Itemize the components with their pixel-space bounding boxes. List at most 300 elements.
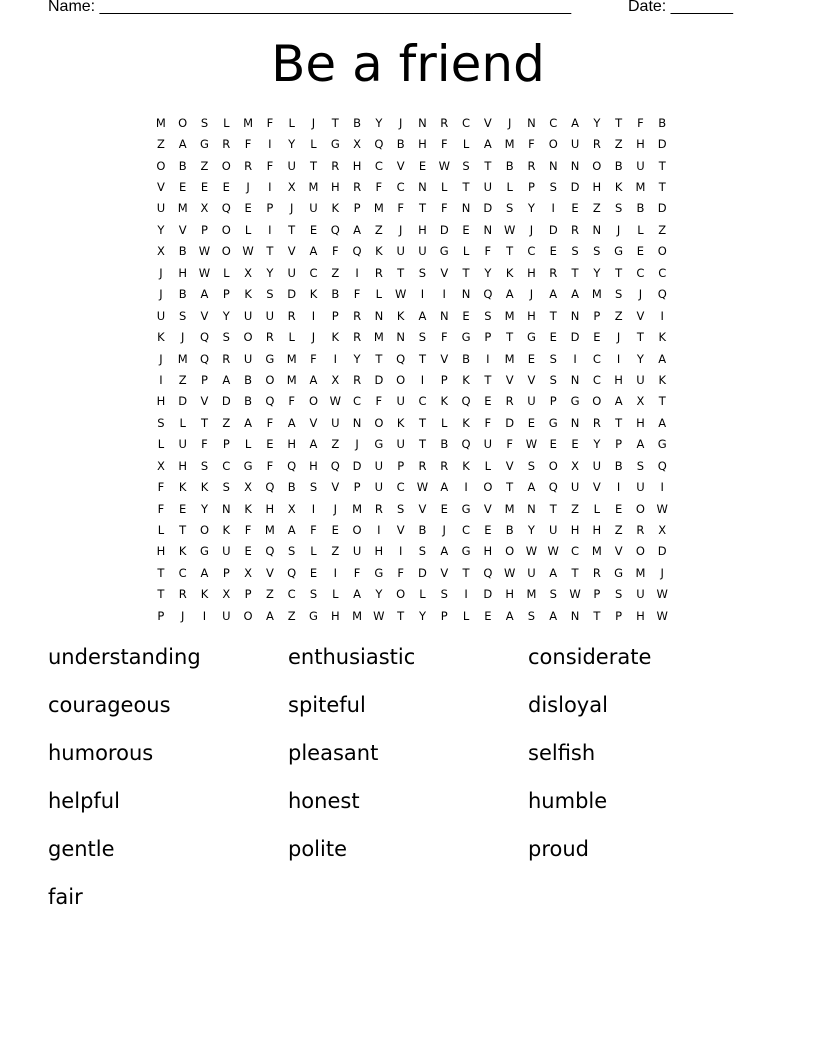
grid-cell: H: [418, 222, 427, 237]
grid-cell: H: [156, 544, 166, 559]
grid-cell: O: [221, 222, 231, 237]
grid-cell: J: [159, 265, 163, 280]
grid-cell: S: [462, 158, 470, 173]
grid-cell: X: [636, 394, 645, 409]
grid-cell: Q: [657, 458, 667, 473]
grid-cell: H: [614, 372, 623, 387]
grid-cell: E: [549, 244, 557, 259]
date-label: Date:: [628, 0, 667, 15]
grid-cell: A: [287, 415, 296, 430]
grid-cell: J: [159, 351, 163, 366]
grid-cell: E: [222, 180, 230, 195]
grid-cell: K: [244, 501, 252, 516]
grid-cell: A: [222, 372, 231, 387]
grid-cell: N: [527, 501, 536, 516]
grid-cell: A: [505, 287, 514, 302]
grid-cell: M: [526, 587, 537, 602]
grid-cell: J: [180, 608, 185, 623]
grid-cell: K: [157, 330, 165, 345]
grid-cell: P: [593, 308, 601, 323]
grid-cell: A: [178, 137, 187, 152]
grid-cell: I: [616, 351, 621, 366]
grid-cell: B: [440, 437, 449, 452]
grid-cell: W: [394, 287, 407, 302]
grid-cell: I: [660, 480, 664, 495]
grid-cell: P: [353, 201, 361, 216]
grid-row: [150, 284, 673, 305]
grid-cell: T: [506, 480, 514, 495]
grid-cell: N: [570, 158, 580, 173]
grid-cell: S: [549, 351, 557, 366]
grid-cell: J: [529, 222, 534, 237]
grid-cell: O: [178, 115, 188, 130]
grid-cell: S: [222, 330, 230, 345]
grid-cell: H: [330, 180, 340, 195]
grid-cell: U: [287, 158, 296, 173]
grid-cell: V: [592, 480, 601, 495]
grid-cell: L: [310, 544, 317, 559]
grid-cell: L: [462, 244, 470, 259]
grid-cell: M: [177, 351, 188, 366]
grid-cell: M: [591, 287, 602, 302]
grid-cell: M: [373, 201, 384, 216]
grid-cell: U: [265, 308, 275, 323]
grid-cell: A: [200, 287, 209, 302]
grid-cell: M: [373, 330, 384, 345]
grid-cell: E: [440, 501, 448, 516]
grid-cell: U: [636, 372, 645, 387]
word-item: honest: [288, 789, 360, 813]
grid-cell: H: [527, 265, 536, 280]
grid-cell: K: [222, 523, 231, 538]
grid-cell: M: [504, 351, 515, 366]
grid-cell: N: [352, 415, 362, 430]
grid-cell: S: [418, 265, 427, 280]
page-title: Be a friend: [271, 35, 545, 93]
grid-cell: C: [571, 544, 580, 559]
grid-cell: Y: [418, 608, 426, 623]
grid-cell: M: [635, 180, 646, 195]
grid-cell: M: [308, 180, 319, 195]
grid-cell: R: [353, 308, 362, 323]
grid-cell: P: [157, 608, 165, 623]
grid-cell: Q: [657, 287, 667, 302]
word-item: courageous: [48, 693, 171, 717]
grid-cell: Q: [461, 394, 471, 409]
grid-cell: N: [418, 180, 427, 195]
grid-cell: O: [548, 458, 558, 473]
grid-cell: P: [593, 587, 601, 602]
grid-cell: D: [505, 415, 515, 430]
grid-cell: F: [288, 394, 295, 409]
grid-cell: N: [374, 308, 384, 323]
grid-cell: O: [635, 544, 645, 559]
grid-cell: N: [396, 330, 405, 345]
grid-cell: F: [310, 351, 317, 366]
grid-cell: N: [592, 222, 602, 237]
grid-cell: B: [287, 480, 296, 495]
grid-cell: R: [287, 308, 296, 323]
grid-cell: Y: [157, 222, 165, 237]
grid-cell: X: [571, 458, 579, 473]
grid-cell: T: [571, 565, 579, 580]
grid-cell: F: [484, 415, 492, 430]
grid-cell: Q: [374, 137, 384, 152]
grid-cell: U: [636, 480, 645, 495]
word-item: humorous: [48, 741, 154, 765]
grid-cell: K: [440, 394, 449, 409]
grid-cell: W: [438, 158, 450, 173]
grid-cell: H: [570, 523, 580, 538]
grid-cell: T: [506, 244, 514, 259]
grid-cell: J: [398, 115, 403, 130]
grid-cell: T: [418, 437, 426, 452]
grid-cell: Q: [330, 458, 340, 473]
grid-cell: H: [178, 265, 188, 280]
grid-cell: P: [549, 394, 557, 409]
grid-cell: V: [265, 565, 274, 580]
grid-cell: Z: [592, 201, 601, 216]
header-line: [48, 0, 748, 20]
grid-cell: X: [244, 265, 253, 280]
grid-cell: D: [287, 287, 297, 302]
grid-cell: V: [614, 544, 623, 559]
grid-cell: H: [330, 608, 340, 623]
grid-row: [150, 155, 673, 176]
grid-cell: G: [614, 244, 624, 259]
grid-cell: J: [180, 330, 185, 345]
grid-cell: J: [638, 287, 643, 302]
grid-cell: U: [570, 137, 580, 152]
grid-row: [150, 241, 673, 262]
grid-cell: Z: [374, 222, 383, 237]
grid-cell: H: [592, 180, 602, 195]
grid-cell: H: [418, 137, 427, 152]
grid-cell: E: [614, 501, 623, 516]
grid-row: [150, 455, 673, 476]
grid-cell: C: [222, 458, 231, 473]
grid-cell: N: [570, 372, 580, 387]
grid-cell: Z: [614, 523, 623, 538]
grid-cell: O: [396, 372, 406, 387]
grid-cell: R: [222, 351, 231, 366]
grid-cell: I: [311, 501, 316, 516]
grid-cell: W: [503, 565, 516, 580]
grid-cell: D: [439, 222, 449, 237]
grid-cell: S: [593, 244, 601, 259]
grid-cell: H: [287, 437, 296, 452]
grid-cell: I: [420, 372, 425, 387]
grid-cell: T: [375, 351, 383, 366]
grid-row: [150, 369, 673, 390]
grid-cell: S: [549, 587, 557, 602]
grid-cell: M: [591, 544, 602, 559]
grid-cell: O: [308, 394, 318, 409]
grid-row: [150, 562, 673, 583]
grid-cell: J: [442, 523, 446, 538]
grid-cell: W: [547, 544, 559, 559]
grid-cell: N: [570, 608, 580, 623]
grid-cell: E: [244, 544, 252, 559]
grid-cell: T: [484, 372, 492, 387]
grid-cell: E: [179, 180, 187, 195]
grid-cell: D: [352, 458, 362, 473]
grid-cell: R: [549, 265, 558, 280]
grid-cell: Q: [265, 544, 275, 559]
grid-cell: H: [592, 523, 602, 538]
grid-cell: R: [331, 158, 340, 173]
grid-cell: D: [483, 587, 493, 602]
grid-cell: Z: [287, 608, 296, 623]
grid-cell: J: [660, 565, 664, 580]
grid-cell: B: [244, 372, 253, 387]
grid-cell: E: [593, 330, 601, 345]
grid-cell: T: [331, 115, 339, 130]
grid-cell: Q: [352, 244, 362, 259]
grid-cell: M: [352, 608, 363, 623]
grid-cell: E: [179, 501, 187, 516]
grid-cell: B: [418, 523, 427, 538]
grid-cell: E: [549, 330, 557, 345]
grid-cell: R: [636, 523, 645, 538]
grid-cell: H: [636, 137, 645, 152]
grid-cell: K: [614, 180, 623, 195]
grid-cell: P: [615, 608, 623, 623]
grid-cell: L: [157, 523, 165, 538]
grid-cell: Y: [484, 265, 492, 280]
grid-cell: R: [353, 372, 362, 387]
grid-cell: M: [177, 201, 188, 216]
grid-cell: M: [504, 137, 515, 152]
grid-cell: K: [331, 201, 340, 216]
grid-cell: S: [549, 180, 557, 195]
grid-cell: U: [331, 415, 340, 430]
grid-cell: A: [353, 587, 361, 602]
grid-cell: F: [331, 244, 339, 259]
grid-cell: O: [657, 244, 667, 259]
grid-cell: H: [352, 158, 362, 173]
grid-cell: I: [464, 480, 468, 495]
grid-cell: N: [221, 501, 231, 516]
grid-cell: Z: [178, 372, 187, 387]
grid-cell: Z: [658, 222, 667, 237]
grid-cell: A: [549, 608, 558, 623]
grid-cell: S: [527, 608, 536, 623]
grid-cell: U: [636, 587, 645, 602]
grid-cell: X: [200, 201, 209, 216]
grid-cell: F: [201, 437, 208, 452]
grid-cell: S: [397, 501, 405, 516]
grid-row: [150, 412, 673, 433]
word-item: pleasant: [288, 741, 379, 765]
grid-cell: D: [570, 180, 580, 195]
grid-cell: W: [525, 544, 538, 559]
grid-cell: G: [526, 330, 536, 345]
grid-cell: S: [614, 287, 623, 302]
grid-cell: H: [265, 501, 275, 516]
grid-cell: R: [571, 222, 580, 237]
grid-cell: F: [266, 458, 274, 473]
grid-cell: H: [527, 308, 536, 323]
grid-cell: C: [658, 265, 667, 280]
grid-cell: N: [570, 415, 580, 430]
grid-row: [150, 262, 673, 283]
grid-cell: T: [549, 308, 557, 323]
grid-cell: T: [615, 115, 623, 130]
grid-cell: M: [155, 115, 166, 130]
grid-cell: T: [397, 608, 405, 623]
grid-cell: J: [616, 330, 621, 345]
grid-cell: C: [636, 265, 645, 280]
word-item: understanding: [48, 645, 201, 669]
grid-cell: G: [265, 351, 275, 366]
grid-cell: B: [178, 244, 187, 259]
grid-cell: U: [396, 244, 405, 259]
grid-cell: K: [658, 330, 666, 345]
grid-cell: P: [331, 308, 339, 323]
word-item: spiteful: [288, 693, 366, 717]
grid-row: [150, 198, 673, 219]
grid-cell: K: [331, 330, 340, 345]
grid-cell: M: [243, 115, 254, 130]
word-item: helpful: [48, 789, 120, 813]
grid-cell: G: [461, 501, 471, 516]
grid-cell: L: [637, 222, 644, 237]
grid-cell: F: [440, 201, 448, 216]
grid-cell: X: [156, 458, 165, 473]
grid-cell: R: [505, 394, 514, 409]
grid-cell: Z: [571, 501, 579, 516]
grid-cell: S: [440, 587, 448, 602]
grid-cell: U: [287, 265, 296, 280]
grid-cell: O: [505, 544, 515, 559]
grid-cell: S: [200, 115, 209, 130]
grid-cell: C: [396, 180, 405, 195]
grid-cell: T: [593, 608, 601, 623]
grid-cell: J: [246, 180, 250, 195]
grid-cell: X: [287, 501, 296, 516]
grid-cell: Z: [614, 137, 623, 152]
grid-cell: Q: [548, 480, 558, 495]
grid-cell: V: [636, 308, 645, 323]
grid-cell: T: [462, 265, 470, 280]
grid-cell: T: [418, 351, 426, 366]
grid-cell: U: [592, 458, 602, 473]
grid-cell: I: [377, 523, 381, 538]
grid-cell: Q: [287, 458, 297, 473]
grid-row: [150, 584, 673, 605]
grid-cell: G: [243, 458, 253, 473]
grid-cell: F: [157, 501, 165, 516]
grid-cell: L: [288, 115, 295, 130]
grid-cell: J: [311, 330, 316, 345]
grid-cell: B: [353, 115, 362, 130]
grid-cell: T: [658, 180, 666, 195]
name-label: Name:: [48, 0, 96, 15]
grid-cell: X: [244, 565, 253, 580]
grid-cell: A: [549, 565, 558, 580]
grid-cell: A: [440, 480, 449, 495]
grid-cell: O: [221, 158, 231, 173]
grid-cell: Q: [199, 330, 210, 345]
grid-cell: H: [309, 458, 318, 473]
grid-cell: T: [615, 265, 623, 280]
grid-cell: I: [398, 544, 403, 559]
grid-cell: I: [268, 137, 272, 152]
grid-cell: T: [636, 330, 644, 345]
grid-cell: C: [353, 394, 362, 409]
grid-cell: W: [198, 244, 211, 259]
grid-cell: X: [658, 523, 667, 538]
grid-cell: U: [309, 201, 318, 216]
grid-cell: M: [504, 308, 515, 323]
grid-cell: N: [483, 222, 493, 237]
grid-cell: X: [353, 137, 362, 152]
grid-cell: I: [268, 222, 272, 237]
grid-cell: O: [265, 372, 275, 387]
grid-cell: O: [396, 587, 406, 602]
grid-cell: P: [615, 437, 623, 452]
grid-cell: D: [178, 394, 188, 409]
grid-cell: V: [440, 565, 449, 580]
grid-cell: I: [311, 308, 316, 323]
grid-cell: V: [418, 501, 427, 516]
grid-cell: T: [309, 158, 317, 173]
name-field: [48, 0, 571, 16]
grid-cell: U: [222, 608, 231, 623]
word-item: humble: [528, 789, 608, 813]
grid-cell: O: [548, 137, 558, 152]
grid-cell: Z: [331, 265, 340, 280]
grid-cell: W: [525, 437, 538, 452]
grid-cell: L: [484, 458, 492, 473]
grid-cell: S: [418, 544, 427, 559]
grid-cell: T: [571, 265, 579, 280]
grid-cell: T: [615, 415, 623, 430]
grid-cell: A: [527, 480, 536, 495]
grid-cell: F: [353, 565, 361, 580]
grid-cell: P: [201, 372, 208, 387]
grid-cell: B: [331, 287, 340, 302]
grid-cell: B: [505, 523, 514, 538]
grid-cell: Z: [331, 437, 340, 452]
grid-cell: P: [222, 437, 230, 452]
grid-cell: W: [329, 394, 341, 409]
grid-cell: G: [330, 137, 340, 152]
grid-cell: T: [288, 222, 296, 237]
grid-cell: J: [616, 222, 621, 237]
grid-cell: B: [178, 287, 187, 302]
grid-cell: Z: [222, 415, 231, 430]
grid-cell: A: [571, 115, 579, 130]
grid-cell: A: [571, 287, 579, 302]
grid-cell: G: [614, 565, 624, 580]
grid-cell: S: [222, 480, 230, 495]
grid-cell: L: [179, 415, 186, 430]
grid-cell: K: [178, 544, 187, 559]
grid-cell: L: [223, 115, 230, 130]
grid-cell: W: [656, 587, 668, 602]
grid-cell: F: [397, 565, 404, 580]
grid-cell: I: [333, 565, 337, 580]
grid-cell: K: [375, 244, 383, 259]
grid-cell: V: [156, 180, 165, 195]
grid-cell: L: [593, 501, 601, 516]
grid-cell: U: [418, 244, 427, 259]
grid-cell: Y: [636, 351, 644, 366]
grid-cell: S: [309, 587, 318, 602]
grid-cell: A: [636, 437, 645, 452]
